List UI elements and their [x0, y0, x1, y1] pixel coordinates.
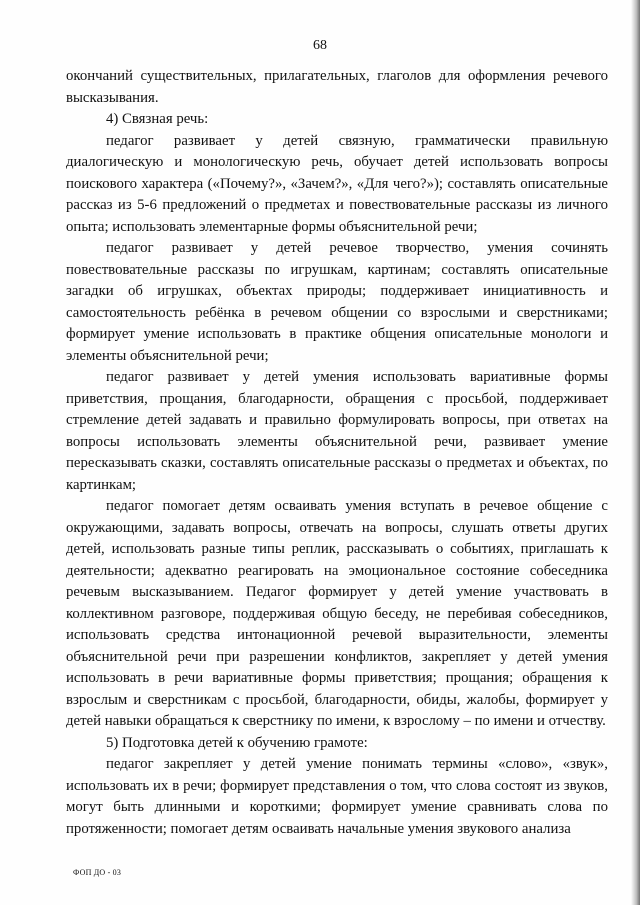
document-body [66, 66, 608, 840]
paragraph: педагог развивает у детей речевое творчество, умения сочинять повествовательные рассказы по игрушкам, картинам; составлять описательные загадки об игрушках, объектах природы; поддерживает инициативность и самостоятельность ребёнка в речевом общении со взрослыми и сверстниками; формирует умение использовать в практике общения описательные монологи и элементы объяснительной речи; [66, 240, 608, 364]
section-heading-literacy-preparation: 5) Подготовка детей к обучению грамоте: [106, 734, 368, 751]
paragraph: педагог закрепляет у детей умение понимать термины «слово», «звук», использовать их в речи; формирует представления о том, что слова состоят из звуков, могут быть длинными и короткими; формирует умение сравнивать слова по протяженности; помогает детям осваивать начальные умения звукового анализа [66, 756, 608, 837]
footer-document-code: ФОП ДО - 03 [73, 868, 122, 877]
paragraph: педагог помогает детям осваивать умения вступать в речевое общение с окружающими, задавать вопросы, отвечать на вопросы, слушать ответы других детей, использовать разные типы реплик, рассказывать о событиях, приглашать к деятельности; адекватно реагировать на эмоциональное состояние собеседника речевым высказыванием. Педагог формирует у детей умение участвовать в коллективном разговоре, поддерживая общую беседу, не перебивая собеседников, использовать средства интонационной речевой выразительности, элементы объяснительной речи при разрешении конфликтов, закрепляет у детей умения использовать в речи вариативные формы приветствия; прощания; обращения к взрослым и сверстникам с просьбой, благодарности, обиды, жалобы, формирует у детей навыки обращаться к сверстнику по имени, к взрослому – по имени и отчеству. [66, 498, 608, 729]
paragraph-continuation: окончаний существительных, прилагательных, глаголов для оформления речевого высказывания. [66, 68, 608, 106]
section-heading-connected-speech: 4) Связная речь: [106, 111, 209, 127]
scan-edge-shadow [631, 0, 640, 905]
page-number: 68 [313, 38, 327, 53]
paragraph: педагог развивает у детей связную, грамматически правильную диалогическую и монологическую речь, обучает детей использовать вопросы поискового характера («Почему?», «Зачем?», «Для чего?»); составлять описательные рассказ из 5-6 предложений о предметах и повествовательные рассказы из личного опыта; использовать элементарные формы объяснительной речи; [66, 132, 608, 235]
paragraph: педагог развивает у детей умения использовать вариативные формы приветствия, прощания, благодарности, обращения с просьбой, поддерживает стремление детей задавать и правильно формулировать вопросы, при ответах на вопросы использовать элементы объяснительной речи, развивает умение пересказывать сказки, составлять описательные рассказы о предметах и объектах, по картинкам; [66, 369, 608, 493]
